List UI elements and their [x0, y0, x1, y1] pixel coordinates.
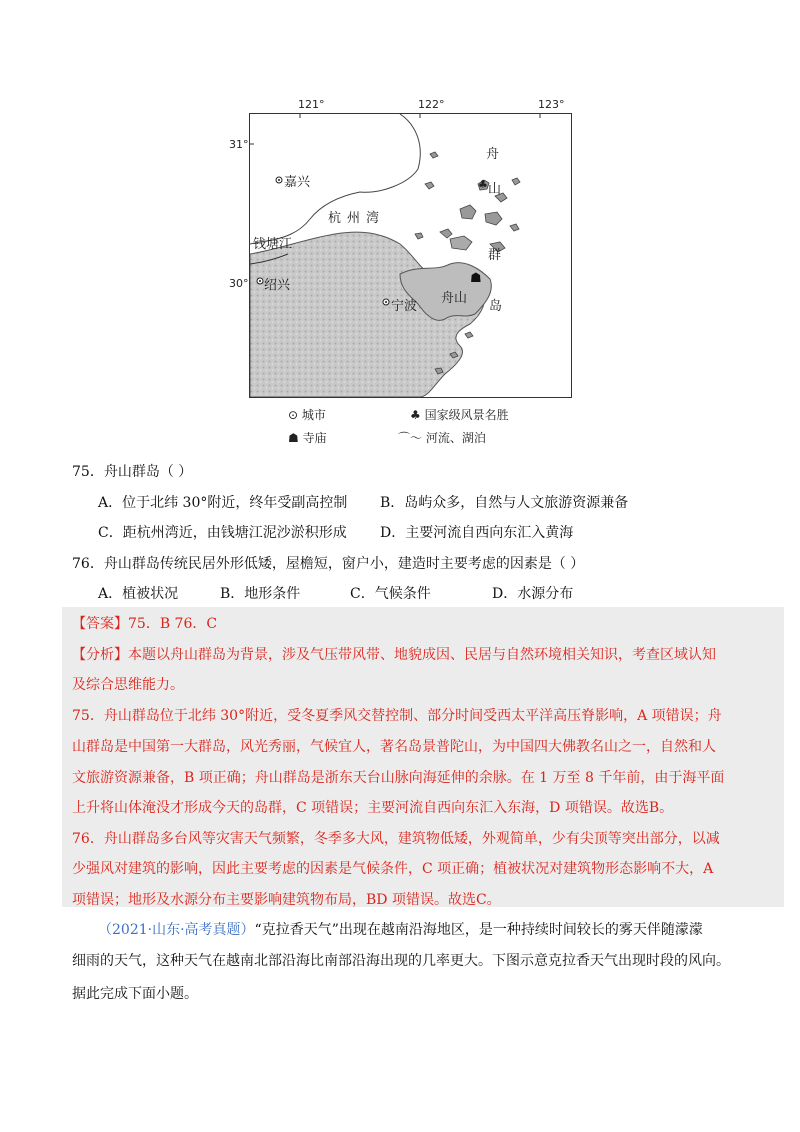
- legend-river-lake-label: 河流、湖泊: [425, 431, 486, 445]
- svg-text:♣: ♣: [478, 178, 488, 191]
- analysis-line-2: 及综合思维能力。: [72, 677, 184, 693]
- q75-analysis-line-4: 上升将山体淹没才形成今天的岛群，C 项错误；主要河流自西向东汇入东海，D 项错误。故选B。: [72, 800, 674, 816]
- q76-option-d: D．水源分布: [492, 586, 574, 602]
- legend-scenic-label: 国家级风景名胜: [424, 408, 509, 422]
- q76-stem: 76．舟山群岛传统民居外形低矮，屋檐短，窗户小，建造时主要考虑的因素是（ ）: [72, 556, 585, 572]
- legend-river-lake: [398, 429, 486, 446]
- map-graphic: [250, 114, 571, 397]
- q75-option-d: D．主要河流自西向东汇入黄海: [380, 525, 574, 541]
- q75-analysis-line-2: 山群岛是中国第一大群岛，风光秀丽，气候宜人，著名岛景普陀山，为中国四大佛教名山之一，自然和人: [72, 739, 716, 755]
- label-hangzhou-bay: 杭州湾: [328, 211, 386, 226]
- q75-analysis-line-1: 75．舟山群岛位于北纬 30°附近，受冬夏季风交替控制、部分时间受西太平洋高压脊影响，A 项错误；舟: [72, 708, 722, 724]
- q76-analysis-line-2: 少强风对建筑的影响，因此主要考虑的因素是气候条件，C 项正确；植被状况对建筑物形态影响不大，A: [72, 861, 714, 877]
- lat-label-31: 31°: [229, 138, 249, 151]
- q75-option-a: A．位于北纬 30°附近，终年受副高控制: [98, 495, 348, 511]
- q76-option-b: B．地形条件: [220, 586, 301, 602]
- zhoushan-map: [249, 113, 572, 398]
- q75-option-c: C．距杭州湾近，由钱塘江泥沙淤积形成: [98, 525, 347, 541]
- legend-scenic: [410, 406, 509, 423]
- legend-temple: [288, 429, 327, 446]
- label-ningbo: 宁波: [391, 299, 418, 314]
- label-archipelago-char-3: 群: [488, 248, 502, 263]
- q76-option-c: C．气候条件: [350, 586, 431, 602]
- label-shaoxing: 绍兴: [264, 278, 291, 293]
- next-line-1-text: “克拉香天气”出现在越南沿海地区，是一种持续时间较长的雾天伴随濛濛: [254, 922, 703, 938]
- lat-label-30: 30°: [229, 277, 249, 290]
- next-question-line-2: 细雨的天气，这种天气在越南北部沿海比南部沿海出现的几率更大。下图示意克拉香天气出现时段的风向。: [72, 953, 730, 969]
- label-zhoushan-city: 舟山: [441, 291, 468, 306]
- scenic-symbol-icon: ♣: [410, 408, 421, 422]
- label-archipelago-char-4: 岛: [489, 299, 503, 314]
- lon-label-123: 123°: [538, 98, 565, 111]
- answer-line: 【答案】75．B 76．C: [72, 616, 218, 632]
- label-qiantang-river: 钱塘江: [253, 237, 293, 252]
- lon-label-121: 121°: [298, 98, 325, 111]
- svg-text:☗: ☗: [470, 271, 482, 286]
- q75-analysis-line-3: 文旅游资源兼备，B 项正确；舟山群岛是浙东天台山脉向海延伸的余脉。在 1 万至 8 千年前，由于海平面: [72, 770, 725, 786]
- label-archipelago-char-2: 山: [488, 182, 502, 197]
- q76-option-a: A．植被状况: [98, 586, 179, 602]
- analysis-line-1: 【分析】本题以舟山群岛为背景，涉及气压带风带、地貌成因、民居与自然环境相关知识，考查区域认知: [72, 647, 716, 663]
- temple-symbol-icon: ☗: [288, 431, 299, 445]
- q75-stem: 75．舟山群岛（ ）: [72, 464, 193, 480]
- river-symbol-icon: ⌒〜: [398, 431, 423, 445]
- q75-option-b: B．岛屿众多，自然与人文旅游资源兼备: [380, 495, 629, 511]
- q76-analysis-line-3: 项错误；地形及水源分布主要影响建筑物布局，BD 项错误。故选C。: [72, 892, 501, 908]
- label-jiaxing: 嘉兴: [284, 175, 311, 190]
- lon-label-122: 122°: [418, 98, 445, 111]
- city-symbol-icon: ⊙: [288, 408, 299, 422]
- legend-city: [288, 406, 326, 423]
- q76-analysis-line-1: 76．舟山群岛多台风等灾害天气频繁，冬季多大风，建筑物低矮，外观简单，少有尖顶等突出部分，以减: [72, 831, 720, 847]
- legend-city-label: 城市: [301, 408, 326, 422]
- legend-temple-label: 寺庙: [302, 431, 327, 445]
- source-tag: （2021·山东·高考真题）: [98, 922, 255, 938]
- next-question-line-3: 据此完成下面小题。: [72, 986, 198, 1002]
- label-archipelago-char-1: 舟: [486, 147, 500, 162]
- next-question-line-1: [98, 919, 703, 939]
